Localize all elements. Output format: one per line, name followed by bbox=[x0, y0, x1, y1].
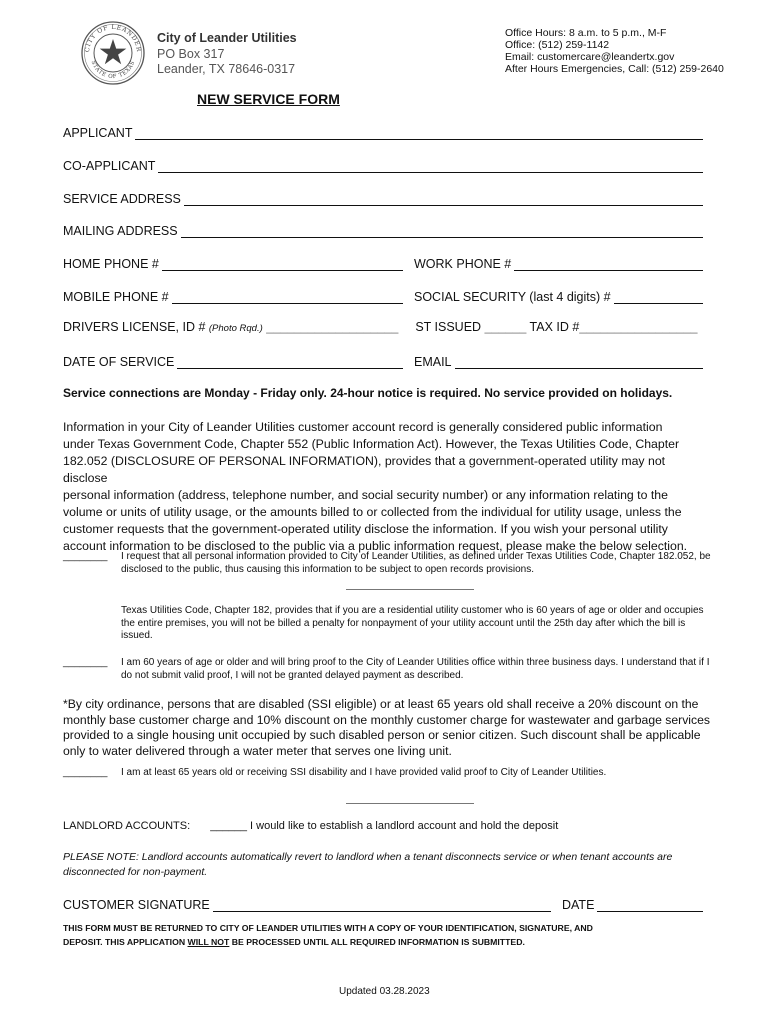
work-phone-label: WORK PHONE # bbox=[414, 257, 512, 271]
organization-name: City of Leander Utilities bbox=[157, 31, 297, 45]
organization-address-line1: PO Box 317 bbox=[157, 46, 225, 61]
email-label: EMAIL bbox=[414, 355, 452, 369]
tax-id-field[interactable]: _________________ bbox=[579, 320, 698, 334]
home-phone-label: HOME PHONE # bbox=[63, 257, 159, 271]
st-issued-field[interactable]: ______ bbox=[484, 320, 527, 334]
mailing-address-label: MAILING ADDRESS bbox=[63, 224, 178, 238]
please-note: PLEASE NOTE: Landlord accounts automatically revert to landlord when a tenant disconnects service or when tenant accounts are disconnected for non-payment. bbox=[63, 851, 673, 878]
info-line: 182.052 (DISCLOSURE OF PERSONAL INFORMATION), provides that a government-operated utility may not disclose bbox=[63, 454, 666, 485]
date-of-service-label: DATE OF SERVICE bbox=[63, 355, 175, 369]
ordinance-paragraph: *By city ordinance, persons that are disabled (SSI eligible) or at least 65 years old shall receive a 20% discount on the monthly base customer charge and 10% discount on the monthly customer charge for wastewater and garbage services provided to a single housing unit occupied by such disabled person or senior citizen. Such discount shall be applicable only to water delivered through a water meter that serves one living unit. bbox=[63, 697, 710, 758]
date-of-service-field[interactable] bbox=[177, 356, 403, 369]
return-notice-line2 bbox=[63, 935, 723, 949]
organization-address-line2: Leander, TX 78646-0317 bbox=[157, 62, 296, 76]
work-phone-row bbox=[414, 253, 703, 271]
information-paragraph bbox=[63, 419, 705, 555]
discount-option-text: I am at least 65 years old or receiving SSI disability and I have provided valid proof to City of Leander Utilities. bbox=[121, 767, 607, 778]
co-applicant-label: CO-APPLICANT bbox=[63, 159, 156, 173]
home-phone-field[interactable] bbox=[162, 258, 403, 271]
date-label: DATE bbox=[562, 898, 595, 912]
home-phone-row bbox=[63, 253, 403, 271]
seal-text-top: CITY OF LEANDER bbox=[83, 23, 143, 53]
return-notice bbox=[63, 921, 723, 949]
senior-paragraph-text: Texas Utilities Code, Chapter 182, provides that if you are a residential utility customer who is 60 years of age or older and occupies the entire premises, you will not be billed a penalty for nonpayment of your utility account until the 25th day after which the bill is issued. bbox=[121, 605, 704, 641]
landlord-option-text: I would like to establish a landlord account and hold the deposit bbox=[250, 820, 559, 832]
will-not-emphasis: WILL NOT bbox=[187, 937, 230, 947]
drivers-license-field[interactable]: ___________________ bbox=[266, 320, 399, 334]
email-row bbox=[414, 351, 703, 369]
divider bbox=[346, 803, 474, 804]
info-line: account information to be disclosed to the public via a public information request, please make the below selection. bbox=[63, 539, 688, 553]
info-line: volume or units of utility usage, or the amounts billed to or collected from the individual for utility usage, unless the bbox=[63, 505, 682, 519]
co-applicant-field[interactable] bbox=[158, 160, 703, 173]
organization-block bbox=[157, 31, 297, 78]
city-seal-logo bbox=[80, 20, 146, 86]
landlord-label: LANDLORD ACCOUNTS: bbox=[63, 820, 191, 832]
co-applicant-row bbox=[63, 155, 703, 173]
ssn-field[interactable] bbox=[614, 291, 703, 304]
contact-info bbox=[505, 27, 724, 75]
office-hours: Office Hours: 8 a.m. to 5 p.m., M-F bbox=[505, 27, 667, 39]
discount-checkbox-blank[interactable]: ________ bbox=[63, 767, 108, 778]
senior-option-text: I am 60 years of age or older and will bring proof to the City of Leander Utilities office within three business days. I understand that if I do not submit valid proof, I will not be granted delayed payment as described. bbox=[121, 657, 710, 681]
work-phone-field[interactable] bbox=[514, 258, 703, 271]
disclosure-option-text: I request that all personal information provided to City of Leander Utilities, as defined under Texas Utilities Code, Chapter 182.052, be disclosed to the public, thus causing this information to be subject to open records provisions. bbox=[121, 551, 711, 575]
senior-checkbox-blank[interactable]: ________ bbox=[63, 657, 108, 668]
info-line: under Texas Government Code, Chapter 552 (Public Information Act). However, the Texas Utilities Code, Chapter bbox=[63, 437, 680, 451]
info-line: personal information (address, telephone number, and social security number) or any information relating to the bbox=[63, 488, 668, 502]
info-line: Information in your City of Leander Utilities customer account record is generally considered public information bbox=[63, 420, 663, 434]
return-notice-line1: THIS FORM MUST BE RETURNED TO CITY OF LEANDER UTILITIES WITH A COPY OF YOUR IDENTIFICATION, SIGNATURE, AND bbox=[63, 923, 593, 933]
disclosure-checkbox-blank[interactable]: ________ bbox=[63, 551, 108, 562]
email-field[interactable] bbox=[455, 356, 703, 369]
service-notice: Service connections are Monday - Friday only. 24-hour notice is required. No service provided on holidays. bbox=[63, 386, 673, 400]
ssn-label: SOCIAL SECURITY (last 4 digits) # bbox=[414, 290, 611, 304]
customer-signature-label: CUSTOMER SIGNATURE bbox=[63, 898, 210, 912]
date-field[interactable] bbox=[597, 899, 703, 912]
applicant-label: APPLICANT bbox=[63, 126, 133, 140]
photo-required-note: (Photo Rqd.) bbox=[208, 323, 263, 334]
return-notice-text: BE PROCESSED UNTIL ALL REQUIRED INFORMATION IS SUBMITTED. bbox=[229, 937, 525, 947]
mobile-phone-field[interactable] bbox=[172, 291, 403, 304]
service-address-row bbox=[63, 188, 703, 206]
landlord-row bbox=[63, 820, 558, 832]
divider bbox=[346, 589, 474, 590]
st-issued-label: ST ISSUED bbox=[415, 320, 482, 334]
mobile-phone-label: MOBILE PHONE # bbox=[63, 290, 169, 304]
drivers-license-row bbox=[63, 320, 698, 334]
date-row bbox=[562, 894, 703, 912]
drivers-license-label: DRIVERS LICENSE, ID # bbox=[63, 320, 206, 334]
customer-signature-field[interactable] bbox=[213, 899, 551, 912]
mobile-phone-row bbox=[63, 286, 403, 304]
service-address-field[interactable] bbox=[184, 193, 703, 206]
updated-date: Updated 03.28.2023 bbox=[339, 986, 430, 997]
tax-id-label: TAX ID # bbox=[529, 320, 580, 334]
signature-row bbox=[63, 894, 551, 912]
emergency-phone: After Hours Emergencies, Call: (512) 259-2640 bbox=[505, 63, 724, 75]
return-notice-text: DEPOSIT. THIS APPLICATION bbox=[63, 937, 188, 947]
mailing-address-field[interactable] bbox=[181, 225, 703, 238]
service-address-label: SERVICE ADDRESS bbox=[63, 192, 181, 206]
mailing-address-row bbox=[63, 220, 703, 238]
office-email: Email: customercare@leandertx.gov bbox=[505, 51, 675, 63]
office-phone: Office: (512) 259-1142 bbox=[505, 39, 610, 51]
applicant-field[interactable] bbox=[135, 127, 703, 140]
seal-text-bottom: STATE OF TEXAS bbox=[89, 59, 137, 81]
ssn-row bbox=[414, 286, 703, 304]
applicant-row bbox=[63, 122, 703, 140]
date-of-service-row bbox=[63, 351, 403, 369]
form-title: NEW SERVICE FORM bbox=[197, 91, 340, 107]
landlord-checkbox-blank[interactable]: ______ bbox=[210, 820, 247, 832]
info-line: customer requests that the government-operated utility disclose the information. If you wish your personal utility bbox=[63, 522, 668, 536]
